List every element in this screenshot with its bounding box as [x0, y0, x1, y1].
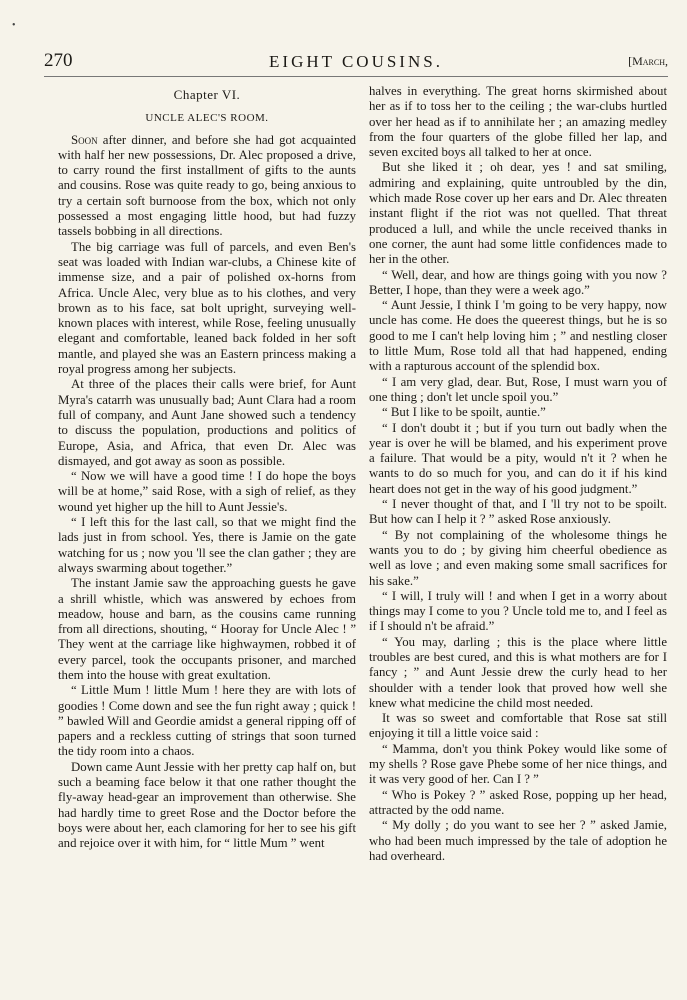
left-column — [58, 84, 356, 852]
paragraph — [369, 818, 667, 864]
paragraph — [58, 683, 356, 759]
paragraph — [369, 298, 667, 374]
paragraph-text: The instant Jamie saw the approaching guests he gave a shrill whistle, which was answered by echoes from meadow, house and barn, as the cousins came running from all directions, shouting, “ Hooray for Uncle Alec ! ” They went at the carriage like highwaymen, robbed it of every parcel, took the occupants prisoner, and marched them into the house with great exultation. — [58, 576, 356, 682]
running-header — [44, 50, 668, 72]
paragraph — [58, 469, 356, 515]
paragraph-text: “ But I like to be spoilt, auntie.” — [382, 405, 546, 420]
paragraph-text: “ Little Mum ! little Mum ! here they are with lots of goodies ! Come down and see the fun right away ; quick ! ” bawled Will and Geordie amidst a general ripping off of papers and a reckless cutting of strings that soon turned the tidy room into a chaos. — [58, 683, 356, 759]
paragraph-text: “ Who is Pokey ? ” asked Rose, popping up her head, attracted by the odd name. — [369, 787, 667, 817]
chapter-subtitle: UNCLE ALEC'S ROOM. — [145, 112, 269, 125]
paragraph-text: “ I left this for the last call, so that we might find the lads just in from school. Yes, there is Jamie on the gate watching for us ; now you 'll see the clan gather ; they are always swarming about together.” — [58, 515, 356, 575]
paragraph — [58, 576, 356, 683]
paragraph — [58, 240, 356, 378]
paragraph-text: The big carriage was full of parcels, and even Ben's seat was loaded with Indian war-clubs, a Chinese kite of immense size, and a pair of polished ox-horns from Africa. Uncle Alec, very blue as to his clothes, and very brown as to his face, sat bolt upright, surveying well-known places with interest, while Rose, feeling unusually elegant and comfortable, leaned back folded in her soft mantle, and played she was an Eastern princess making a royal progress among her subjects. — [58, 239, 356, 377]
paragraph-text: “ I never thought of that, and I 'll try not to be spoilt. But how can I help it ? ” asked Rose anxiously. — [369, 497, 667, 527]
paragraph-text: “ Aunt Jessie, I think I 'm going to be very happy, now uncle has come. He does the queerest things, but he is so good to me I can't help loving him ; ” and nestling closer to little Mum, Rose told all that had happened, ending with a rapturous account of the splendid box. — [369, 298, 667, 374]
header-month: [March, — [628, 54, 668, 68]
paragraph — [58, 133, 356, 240]
page-number: 270 — [44, 50, 73, 71]
paragraph — [369, 528, 667, 589]
paragraph — [369, 742, 667, 788]
paragraph — [369, 268, 667, 299]
paragraph-text: “ I don't doubt it ; but if you turn out badly when the year is over he will be blamed, and his experiment prove a failure. That would be a pity, would n't it ? when he wants to do so much for you, and can do it if his kind heart does not get in the way of his good judgment.” — [369, 420, 667, 496]
margin-mark: • — [12, 20, 16, 31]
paragraph-text: “ Now we will have a good time ! I do hope the boys will be at home,” said Rose, with a sigh of relief, as they wound yet higher up the hill to Aunt Jessie's. — [58, 469, 356, 514]
running-title: EIGHT COUSINS. — [269, 52, 443, 71]
paragraph-text: It was so sweet and comfortable that Rose sat still enjoying it till a little voice said : — [369, 711, 667, 741]
paragraph — [369, 497, 667, 528]
paragraph-text: “ By not complaining of the wholesome things he wants you to do ; by giving him cheerful obedience as well as love ; and even making some small sacrifices for his sake.” — [369, 527, 667, 588]
paragraph-text: “ I will, I truly will ! and when I get in a worry about things may I come to you ? Uncle told me to, and I feel as if I should n't be afraid.” — [369, 588, 667, 634]
paragraph — [369, 405, 667, 420]
paragraph-text: At three of the places their calls were brief, for Aunt Myra's catarrh was unusually bad; Aunt Clara had a room full of company, and Aunt Jane showed such a tendency to discuss the population, productions and politics of Europe, Asia, and Africa, that even Dr. Alec was dismayed, and got away as soon as possible. — [58, 377, 356, 468]
right-paragraphs — [369, 84, 667, 864]
paragraph-text: Down came Aunt Jessie with her pretty cap half on, but such a beaming face below it that one rather thought the fly-away head-gear an improvement than otherwise. She had hardly time to greet Rose and the Doctor before the boys were about her, each clamoring for her to see his gift and rejoice over it with him, for “ little Mum ” went — [58, 759, 356, 851]
header-rule — [44, 76, 668, 77]
paragraph-text: “ I am very glad, dear. But, Rose, I must warn you of one thing ; don't let uncle spoil you.” — [369, 374, 667, 404]
paragraph — [58, 515, 356, 576]
chapter-heading: Chapter VI. — [173, 87, 241, 102]
paragraph-text: “ Well, dear, and how are things going with you now ? Better, I hope, than they were a week ago.” — [369, 267, 667, 297]
paragraph — [369, 375, 667, 406]
paragraph-text: after dinner, and before she had got acquainted with half her new possessions, Dr. Alec proposed a drive, to carry round the first installment of gifts to the aunts and cousins. Rose was quite ready to go, being anxious to try a certain soft burnoose from the box, which not only possessed a most engaging little hood, but had fuzzy tassels bobbing in all directions. — [58, 132, 356, 239]
paragraph-lead: Soon — [71, 132, 98, 147]
paragraph — [369, 160, 667, 267]
paragraph — [369, 589, 667, 635]
paragraph-text: But she liked it ; oh dear, yes ! and sat smiling, admiring and explaining, quite untroubled by the din, which made Rose cover up her ears and Dr. Alec threaten instant flight if the riot was not quelled. That threat produced a lull, and while the uncle received thanks in one corner, the aunt had some little confidences made to her in the other. — [369, 160, 667, 267]
paragraph-text: “ You may, darling ; this is the place where little troubles are best cured, and this is what mothers are for I fancy ; ” and Aunt Jessie drew the curly head to her shoulder with a tender look that proved how well she knew what medicine the child most needed. — [369, 634, 667, 710]
right-column — [369, 84, 667, 864]
paragraph — [369, 84, 667, 160]
paragraph — [369, 711, 667, 742]
paragraph — [58, 760, 356, 852]
paragraph-text: “ Mamma, don't you think Pokey would like some of my shells ? Rose gave Phebe some of her nice things, and it was very good of her. Can I ? ” — [369, 741, 667, 787]
left-paragraphs — [58, 133, 356, 852]
paragraph-text: halves in everything. The great horns skirmished about her as if to toss her to the ceiling ; the war-clubs hurtled over her head as if to annihilate her ; an amazing medley from the four quarters of the globe filled her lap, and seven excited boys all talked to her at once. — [369, 84, 667, 160]
paragraph — [369, 788, 667, 819]
paragraph-text: “ My dolly ; do you want to see her ? ” asked Jamie, who had been much impressed by the tale of adoption he had overheard. — [369, 818, 667, 863]
paragraph — [369, 421, 667, 497]
paragraph — [369, 635, 667, 711]
paragraph — [58, 377, 356, 469]
